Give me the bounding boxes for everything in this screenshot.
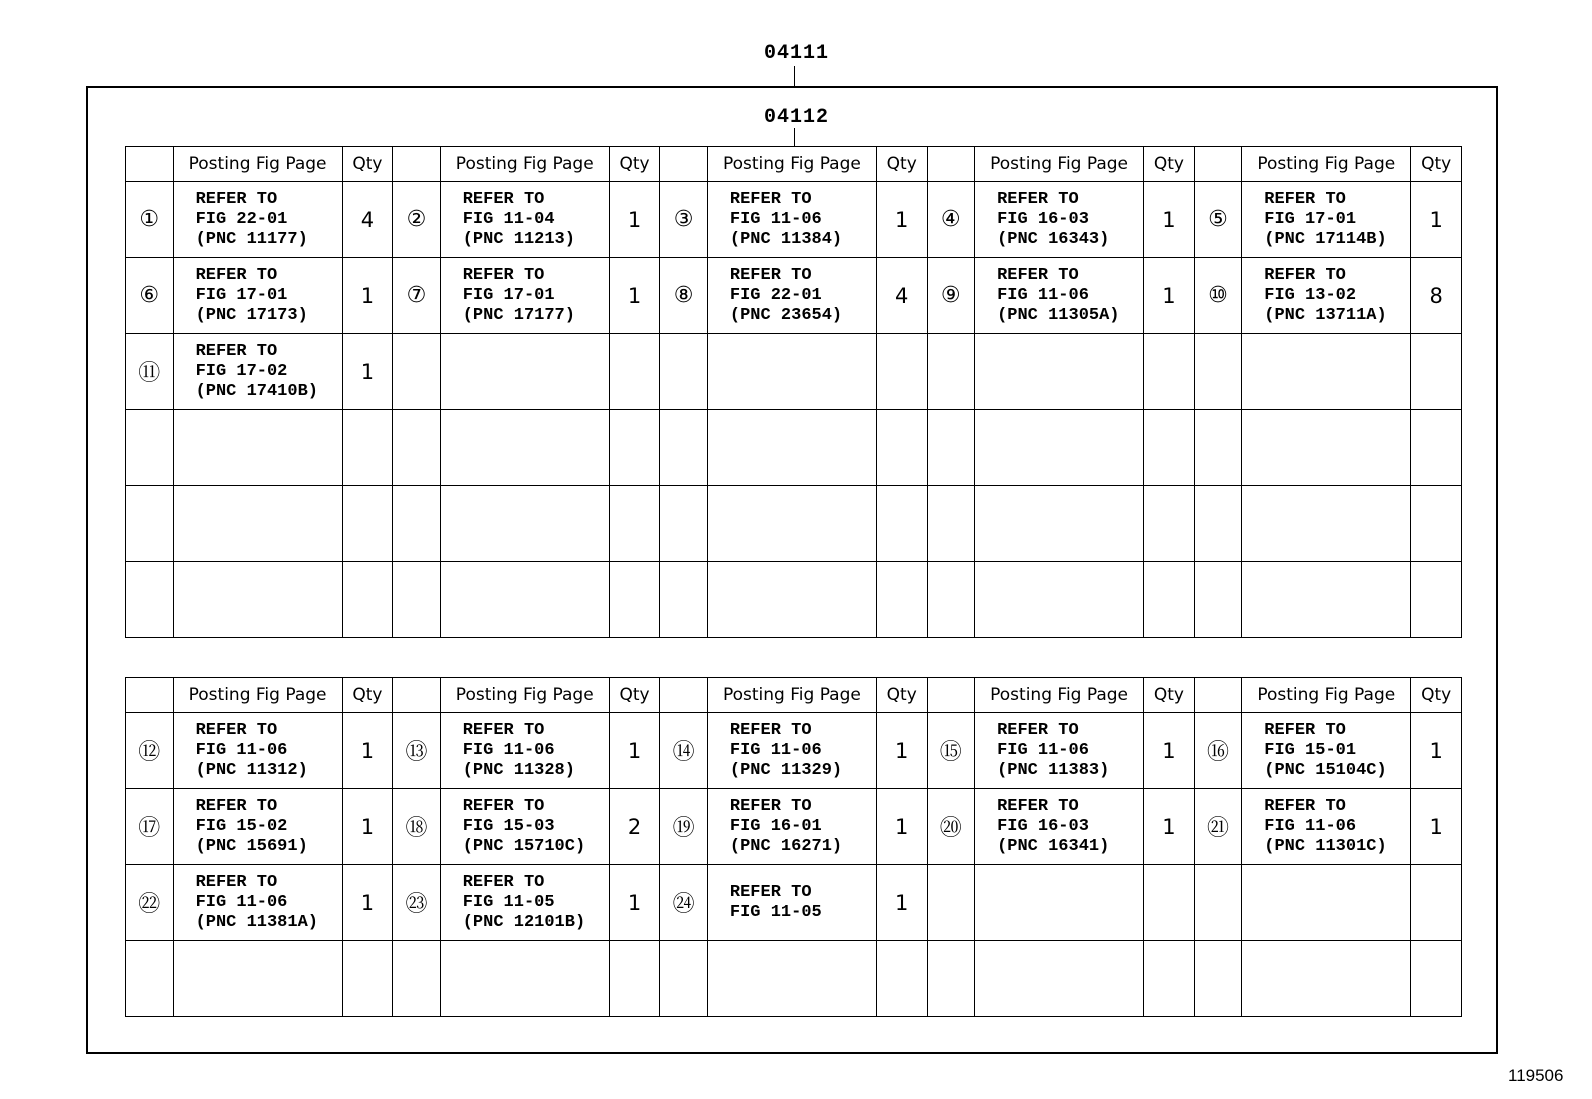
quantity bbox=[342, 410, 393, 486]
quantity bbox=[1144, 941, 1195, 1017]
fig-page-reference bbox=[440, 410, 609, 486]
table-row bbox=[126, 258, 1462, 334]
header-qty: Qty bbox=[876, 678, 927, 713]
header-number-cell bbox=[927, 147, 975, 182]
parts-table-upper bbox=[125, 146, 1462, 638]
quantity bbox=[876, 334, 927, 410]
reference-fig: FIG 11-06 bbox=[195, 740, 288, 760]
callout-number: ③ bbox=[660, 182, 708, 258]
reference-fig: FIG 17-01 bbox=[195, 285, 288, 305]
quantity: 1 bbox=[342, 865, 393, 941]
callout-number: ⑦ bbox=[393, 258, 441, 334]
callout-number: ㉔ bbox=[660, 865, 708, 941]
reference-fig: FIG 11-04 bbox=[462, 209, 555, 229]
reference-pnc: (PNC 11384) bbox=[729, 229, 843, 249]
quantity bbox=[609, 941, 660, 1017]
quantity bbox=[609, 410, 660, 486]
reference-refer: REFER TO bbox=[729, 882, 812, 902]
quantity bbox=[342, 486, 393, 562]
reference-pnc: (PNC 11383) bbox=[997, 760, 1110, 780]
callout-number: ⑪ bbox=[126, 334, 174, 410]
callout-number bbox=[927, 334, 975, 410]
fig-page-reference bbox=[975, 182, 1144, 258]
fig-page-reference bbox=[440, 334, 609, 410]
reference-refer: REFER TO bbox=[1264, 720, 1346, 740]
quantity bbox=[342, 562, 393, 638]
header-qty: Qty bbox=[609, 678, 660, 713]
quantity bbox=[1144, 486, 1195, 562]
quantity bbox=[876, 486, 927, 562]
callout-number bbox=[1194, 334, 1242, 410]
reference-pnc: (PNC 15710C) bbox=[462, 836, 586, 856]
inner-leader-line bbox=[794, 128, 795, 146]
callout-number bbox=[927, 941, 975, 1017]
reference-pnc: (PNC 11381A) bbox=[195, 912, 318, 932]
callout-number: ⑤ bbox=[1194, 182, 1242, 258]
fig-page-reference bbox=[1242, 713, 1411, 789]
fig-page-reference bbox=[707, 562, 876, 638]
fig-page-reference bbox=[707, 941, 876, 1017]
fig-page-reference bbox=[440, 562, 609, 638]
table-row bbox=[126, 865, 1462, 941]
callout-number bbox=[927, 410, 975, 486]
reference-refer: REFER TO bbox=[195, 796, 278, 816]
reference-pnc: (PNC 17177) bbox=[462, 305, 575, 325]
fig-page-reference bbox=[440, 789, 609, 865]
header-number-cell bbox=[393, 147, 441, 182]
table-row bbox=[126, 789, 1462, 865]
quantity bbox=[1411, 410, 1462, 486]
reference-fig: FIG 11-06 bbox=[729, 209, 822, 229]
header-number-cell bbox=[1194, 147, 1242, 182]
reference-fig: FIG 16-03 bbox=[997, 209, 1089, 229]
fig-page-reference bbox=[1242, 182, 1411, 258]
callout-number: ⑩ bbox=[1194, 258, 1242, 334]
reference-pnc: (PNC 11329) bbox=[729, 760, 843, 780]
reference-pnc: (PNC 12101B) bbox=[462, 912, 586, 932]
header-number-cell bbox=[660, 147, 708, 182]
callout-number: ④ bbox=[927, 182, 975, 258]
callout-number: ② bbox=[393, 182, 441, 258]
reference-refer: REFER TO bbox=[195, 341, 278, 361]
header-fig-page: Posting Fig Page bbox=[173, 147, 342, 182]
reference-pnc: (PNC 17410B) bbox=[195, 381, 318, 401]
quantity bbox=[1411, 334, 1462, 410]
reference-pnc: (PNC 11177) bbox=[195, 229, 308, 249]
quantity bbox=[1144, 562, 1195, 638]
fig-page-reference bbox=[440, 486, 609, 562]
reference-fig: FIG 17-01 bbox=[462, 285, 555, 305]
quantity: 1 bbox=[609, 182, 660, 258]
callout-number: ⑨ bbox=[927, 258, 975, 334]
reference-fig: FIG 11-06 bbox=[462, 740, 555, 760]
reference-pnc: (PNC 16341) bbox=[997, 836, 1110, 856]
reference-pnc: (PNC 16343) bbox=[997, 229, 1110, 249]
inner-assembly-label: 04112 bbox=[764, 106, 830, 129]
quantity: 1 bbox=[876, 865, 927, 941]
fig-page-reference bbox=[975, 713, 1144, 789]
callout-number bbox=[927, 486, 975, 562]
fig-page-reference bbox=[707, 182, 876, 258]
fig-page-reference bbox=[1242, 486, 1411, 562]
callout-number: ① bbox=[126, 182, 174, 258]
reference-fig: FIG 11-06 bbox=[1264, 816, 1357, 836]
header-number-cell bbox=[660, 678, 708, 713]
reference-pnc: (PNC 11213) bbox=[462, 229, 575, 249]
reference-refer: REFER TO bbox=[729, 189, 812, 209]
header-fig-page: Posting Fig Page bbox=[975, 678, 1144, 713]
quantity: 8 bbox=[1411, 258, 1462, 334]
callout-number: ㉑ bbox=[1194, 789, 1242, 865]
callout-number bbox=[660, 562, 708, 638]
reference-refer: REFER TO bbox=[195, 872, 278, 892]
fig-page-reference bbox=[173, 713, 342, 789]
header-fig-page: Posting Fig Page bbox=[707, 147, 876, 182]
fig-page-reference bbox=[707, 334, 876, 410]
callout-number bbox=[660, 334, 708, 410]
reference-refer: REFER TO bbox=[997, 265, 1079, 285]
quantity bbox=[342, 941, 393, 1017]
reference-fig: FIG 22-01 bbox=[195, 209, 288, 229]
reference-pnc: (PNC 11301C) bbox=[1264, 836, 1387, 856]
quantity bbox=[1144, 865, 1195, 941]
fig-page-reference bbox=[173, 941, 342, 1017]
quantity bbox=[1411, 941, 1462, 1017]
callout-number bbox=[927, 562, 975, 638]
header-qty: Qty bbox=[1144, 147, 1195, 182]
quantity bbox=[1411, 865, 1462, 941]
header-fig-page: Posting Fig Page bbox=[1242, 678, 1411, 713]
reference-pnc: (PNC 11305A) bbox=[997, 305, 1120, 325]
quantity bbox=[1411, 486, 1462, 562]
quantity: 1 bbox=[1411, 789, 1462, 865]
quantity: 1 bbox=[1411, 713, 1462, 789]
callout-number bbox=[1194, 410, 1242, 486]
reference-refer: REFER TO bbox=[997, 189, 1079, 209]
reference-fig: FIG 13-02 bbox=[1264, 285, 1357, 305]
quantity bbox=[1144, 334, 1195, 410]
callout-number: ⑬ bbox=[393, 713, 441, 789]
fig-page-reference bbox=[1242, 410, 1411, 486]
reference-refer: REFER TO bbox=[195, 720, 278, 740]
callout-number: ⑱ bbox=[393, 789, 441, 865]
header-row bbox=[126, 678, 1462, 713]
quantity: 1 bbox=[1144, 182, 1195, 258]
quantity bbox=[1144, 410, 1195, 486]
reference-refer: REFER TO bbox=[1264, 796, 1346, 816]
table-row bbox=[126, 941, 1462, 1017]
header-fig-page: Posting Fig Page bbox=[440, 147, 609, 182]
callout-number: ⑮ bbox=[927, 713, 975, 789]
reference-refer: REFER TO bbox=[729, 265, 812, 285]
callout-number bbox=[126, 562, 174, 638]
callout-number bbox=[660, 486, 708, 562]
fig-page-reference bbox=[440, 865, 609, 941]
quantity: 1 bbox=[609, 258, 660, 334]
fig-page-reference bbox=[975, 865, 1144, 941]
quantity: 1 bbox=[1144, 789, 1195, 865]
callout-number bbox=[660, 941, 708, 1017]
reference-pnc: (PNC 17114B) bbox=[1264, 229, 1387, 249]
fig-page-reference bbox=[975, 789, 1144, 865]
callout-number bbox=[1194, 486, 1242, 562]
reference-refer: REFER TO bbox=[729, 796, 812, 816]
fig-page-reference bbox=[975, 334, 1144, 410]
callout-number: ㉒ bbox=[126, 865, 174, 941]
fig-page-reference bbox=[707, 410, 876, 486]
fig-page-reference bbox=[173, 789, 342, 865]
reference-refer: REFER TO bbox=[1264, 265, 1346, 285]
callout-number: ⑯ bbox=[1194, 713, 1242, 789]
callout-number bbox=[393, 410, 441, 486]
reference-refer: REFER TO bbox=[195, 265, 278, 285]
fig-page-reference bbox=[1242, 258, 1411, 334]
fig-page-reference bbox=[975, 941, 1144, 1017]
quantity: 1 bbox=[609, 713, 660, 789]
quantity: 1 bbox=[342, 789, 393, 865]
reference-fig: FIG 22-01 bbox=[729, 285, 822, 305]
header-qty: Qty bbox=[609, 147, 660, 182]
callout-number: ㉓ bbox=[393, 865, 441, 941]
header-number-cell bbox=[927, 678, 975, 713]
fig-page-reference bbox=[440, 713, 609, 789]
reference-pnc: (PNC 11328) bbox=[462, 760, 575, 780]
reference-refer: REFER TO bbox=[462, 720, 545, 740]
header-number-cell bbox=[393, 678, 441, 713]
header-fig-page: Posting Fig Page bbox=[975, 147, 1144, 182]
fig-page-reference bbox=[173, 410, 342, 486]
reference-refer: REFER TO bbox=[997, 796, 1079, 816]
reference-refer: REFER TO bbox=[195, 189, 278, 209]
quantity: 1 bbox=[1144, 258, 1195, 334]
callout-number: ⑰ bbox=[126, 789, 174, 865]
fig-page-reference bbox=[975, 486, 1144, 562]
quantity bbox=[609, 486, 660, 562]
fig-page-reference bbox=[173, 865, 342, 941]
reference-fig: FIG 11-06 bbox=[997, 740, 1089, 760]
quantity: 1 bbox=[876, 713, 927, 789]
table-row bbox=[126, 486, 1462, 562]
document-number: 119506 bbox=[1508, 1066, 1564, 1085]
callout-number bbox=[393, 941, 441, 1017]
reference-fig: FIG 15-01 bbox=[1264, 740, 1357, 760]
reference-refer: REFER TO bbox=[729, 720, 812, 740]
table-row bbox=[126, 713, 1462, 789]
quantity: 1 bbox=[876, 182, 927, 258]
reference-fig: FIG 11-05 bbox=[729, 902, 822, 922]
reference-fig: FIG 16-01 bbox=[729, 816, 822, 836]
reference-fig: FIG 15-02 bbox=[195, 816, 288, 836]
reference-pnc: (PNC 15104C) bbox=[1264, 760, 1387, 780]
fig-page-reference bbox=[1242, 334, 1411, 410]
quantity: 1 bbox=[1411, 182, 1462, 258]
table-row bbox=[126, 410, 1462, 486]
fig-page-reference bbox=[1242, 941, 1411, 1017]
callout-number bbox=[393, 486, 441, 562]
header-qty: Qty bbox=[342, 147, 393, 182]
quantity bbox=[609, 334, 660, 410]
fig-page-reference bbox=[173, 258, 342, 334]
quantity bbox=[876, 410, 927, 486]
callout-number bbox=[393, 562, 441, 638]
header-qty: Qty bbox=[876, 147, 927, 182]
fig-page-reference bbox=[1242, 562, 1411, 638]
header-fig-page: Posting Fig Page bbox=[707, 678, 876, 713]
callout-number bbox=[126, 410, 174, 486]
header-qty: Qty bbox=[342, 678, 393, 713]
fig-page-reference bbox=[707, 486, 876, 562]
callout-number: ⑥ bbox=[126, 258, 174, 334]
fig-page-reference bbox=[707, 789, 876, 865]
reference-fig: FIG 16-03 bbox=[997, 816, 1089, 836]
callout-number: ⑳ bbox=[927, 789, 975, 865]
fig-page-reference bbox=[707, 258, 876, 334]
header-fig-page: Posting Fig Page bbox=[1242, 147, 1411, 182]
reference-refer: REFER TO bbox=[1264, 189, 1346, 209]
reference-pnc: (PNC 15691) bbox=[195, 836, 308, 856]
fig-page-reference bbox=[173, 334, 342, 410]
quantity bbox=[876, 562, 927, 638]
reference-pnc: (PNC 13711A) bbox=[1264, 305, 1387, 325]
fig-page-reference bbox=[173, 182, 342, 258]
callout-number: ⑲ bbox=[660, 789, 708, 865]
fig-page-reference bbox=[707, 713, 876, 789]
callout-number bbox=[1194, 865, 1242, 941]
reference-fig: FIG 11-06 bbox=[729, 740, 822, 760]
fig-page-reference bbox=[1242, 865, 1411, 941]
quantity bbox=[609, 562, 660, 638]
callout-number bbox=[126, 486, 174, 562]
fig-page-reference bbox=[440, 941, 609, 1017]
fig-page-reference bbox=[440, 182, 609, 258]
quantity: 1 bbox=[609, 865, 660, 941]
callout-number: ⑧ bbox=[660, 258, 708, 334]
reference-pnc: (PNC 17173) bbox=[195, 305, 308, 325]
header-fig-page: Posting Fig Page bbox=[440, 678, 609, 713]
reference-fig: FIG 11-05 bbox=[462, 892, 555, 912]
reference-fig: FIG 11-06 bbox=[195, 892, 288, 912]
quantity: 1 bbox=[342, 713, 393, 789]
fig-page-reference bbox=[707, 865, 876, 941]
reference-refer: REFER TO bbox=[462, 872, 545, 892]
reference-fig: FIG 17-01 bbox=[1264, 209, 1357, 229]
reference-fig: FIG 17-02 bbox=[195, 361, 288, 381]
reference-pnc: (PNC 16271) bbox=[729, 836, 843, 856]
fig-page-reference bbox=[1242, 789, 1411, 865]
outer-assembly-label: 04111 bbox=[764, 42, 830, 65]
quantity: 4 bbox=[342, 182, 393, 258]
callout-number: ⑭ bbox=[660, 713, 708, 789]
quantity: 1 bbox=[342, 334, 393, 410]
header-fig-page: Posting Fig Page bbox=[173, 678, 342, 713]
callout-number: ⑫ bbox=[126, 713, 174, 789]
callout-number bbox=[927, 865, 975, 941]
reference-fig: FIG 15-03 bbox=[462, 816, 555, 836]
quantity: 1 bbox=[342, 258, 393, 334]
quantity: 4 bbox=[876, 258, 927, 334]
callout-number bbox=[126, 941, 174, 1017]
callout-number bbox=[1194, 562, 1242, 638]
header-row bbox=[126, 147, 1462, 182]
quantity: 2 bbox=[609, 789, 660, 865]
header-qty: Qty bbox=[1144, 678, 1195, 713]
reference-refer: REFER TO bbox=[462, 796, 545, 816]
quantity bbox=[1411, 562, 1462, 638]
fig-page-reference bbox=[173, 486, 342, 562]
fig-page-reference bbox=[440, 258, 609, 334]
header-number-cell bbox=[126, 147, 174, 182]
quantity: 1 bbox=[876, 789, 927, 865]
header-number-cell bbox=[126, 678, 174, 713]
header-qty: Qty bbox=[1411, 147, 1462, 182]
table-row bbox=[126, 334, 1462, 410]
table-row bbox=[126, 182, 1462, 258]
reference-refer: REFER TO bbox=[997, 720, 1079, 740]
reference-refer: REFER TO bbox=[462, 189, 545, 209]
callout-number bbox=[1194, 941, 1242, 1017]
callout-number bbox=[393, 334, 441, 410]
reference-pnc: (PNC 11312) bbox=[195, 760, 308, 780]
callout-number bbox=[660, 410, 708, 486]
reference-refer: REFER TO bbox=[462, 265, 545, 285]
fig-page-reference bbox=[173, 562, 342, 638]
quantity bbox=[876, 941, 927, 1017]
parts-table-lower bbox=[125, 677, 1462, 1017]
fig-page-reference bbox=[975, 410, 1144, 486]
fig-page-reference bbox=[975, 258, 1144, 334]
header-qty: Qty bbox=[1411, 678, 1462, 713]
reference-pnc: (PNC 23654) bbox=[729, 305, 843, 325]
outer-leader-line bbox=[794, 66, 795, 86]
header-number-cell bbox=[1194, 678, 1242, 713]
fig-page-reference bbox=[975, 562, 1144, 638]
table-row bbox=[126, 562, 1462, 638]
quantity: 1 bbox=[1144, 713, 1195, 789]
reference-fig: FIG 11-06 bbox=[997, 285, 1089, 305]
